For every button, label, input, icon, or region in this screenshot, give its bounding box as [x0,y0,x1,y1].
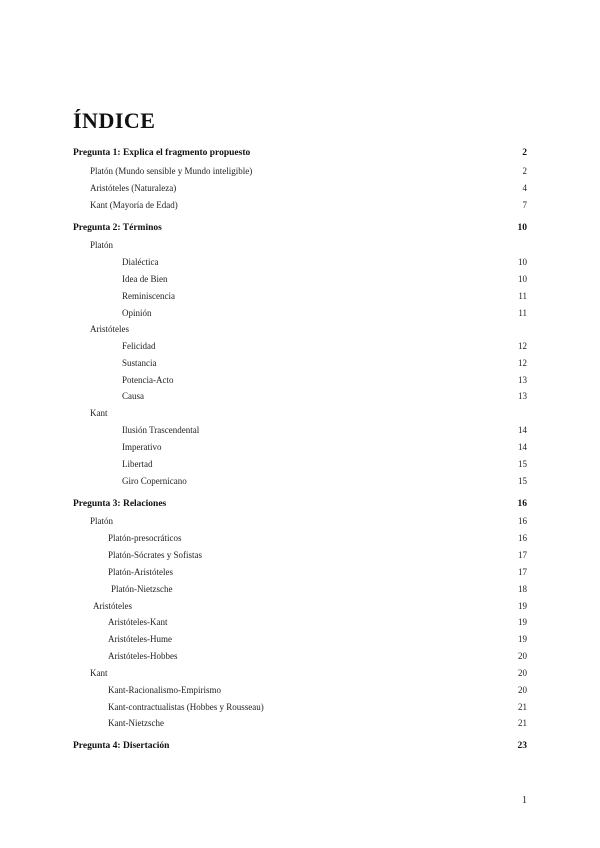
toc-entry-label: Dialéctica [122,257,159,267]
toc-entry[interactable] [0,198,600,212]
toc-entry-label: Aristóteles-Hobbes [108,651,178,661]
toc-entry-label: Opinión [122,308,152,318]
toc-entry[interactable] [0,356,600,370]
toc-entry-page: 4 [522,183,527,193]
toc-entry-label: Giro Copernicano [122,476,187,486]
toc-entry-label: Reminiscencia [122,291,175,301]
toc-entry-label: Pregunta 3: Relaciones [73,499,167,509]
toc-entry-page: 15 [518,476,527,486]
toc-entry-page: 23 [517,741,527,751]
toc-entry-page: 21 [518,702,527,712]
toc-entry-label: Pregunta 1: Explica el fragmento propuesto [73,148,251,158]
toc-entry[interactable] [0,181,600,195]
toc-entry[interactable] [0,373,600,387]
toc-entry-label: Potencia-Acto [122,375,174,385]
toc-entry[interactable] [0,514,600,528]
toc-entry[interactable] [0,389,600,403]
toc-entry-label: Imperativo [122,442,162,452]
toc-entry-page: 17 [518,567,527,577]
toc-entry[interactable] [0,531,600,545]
toc-entry-page: 14 [518,442,527,452]
toc-entry-page: 13 [518,391,527,401]
toc-entry-label: Kant-Racionalismo-Empirismo [108,685,221,695]
toc-entry[interactable] [0,474,600,488]
toc-entry-page: 18 [518,584,527,594]
toc-entry-page: 19 [518,634,527,644]
toc-entry[interactable] [0,649,600,663]
toc-entry-page: 12 [518,358,527,368]
toc-entry[interactable] [0,255,600,269]
toc-entry[interactable] [0,615,600,629]
toc-entry-label: Aristóteles [93,601,132,611]
toc-entry[interactable] [0,700,600,714]
toc-entry-label: Aristóteles (Naturaleza) [90,183,177,193]
toc-entry-label: Sustancia [122,358,157,368]
toc-entry-page: 16 [518,533,527,543]
toc-entry[interactable] [0,666,600,680]
toc-entry-label: Kant (Mayoría de Edad) [90,200,178,210]
toc-section[interactable] [0,497,600,511]
toc-entry-page: 10 [517,223,527,233]
toc-entry-page: 20 [518,668,527,678]
toc-entry-label: Platón-Aristóteles [108,567,173,577]
toc-entry-label: Kant [90,408,108,418]
toc-entry-label: Felicidad [122,341,156,351]
toc-entry[interactable] [0,238,600,252]
toc-entry[interactable] [0,423,600,437]
toc-entry-page: 17 [518,550,527,560]
toc-entry[interactable] [0,272,600,286]
toc-entry[interactable] [0,632,600,646]
toc-entry-page: 19 [518,617,527,627]
toc-entry-label: Kant-Nietzsche [108,718,164,728]
toc-entry-page: 15 [518,459,527,469]
toc-entry[interactable] [0,599,600,613]
toc-entry-label: Aristóteles-Hume [108,634,172,644]
toc-entry-page: 11 [518,308,527,318]
page-number: 1 [522,795,527,806]
toc-entry[interactable] [0,683,600,697]
toc-entry-page: 12 [518,341,527,351]
toc-entry-page: 7 [522,200,527,210]
toc-entry[interactable] [0,289,600,303]
toc-entry[interactable] [0,565,600,579]
toc-entry-label: Kant-contractualistas (Hobbes y Rousseau) [108,702,264,712]
toc-entry[interactable] [0,548,600,562]
toc-entry-label: Platón-presocráticos [108,533,182,543]
toc-entry[interactable] [0,457,600,471]
toc-entry[interactable] [0,582,600,596]
toc-entry[interactable] [0,716,600,730]
toc-entry[interactable] [0,322,600,336]
toc-entry-label: Platón-Sócrates y Sofistas [108,550,202,560]
toc-entry-label: Kant [90,668,108,678]
toc-entry[interactable] [0,440,600,454]
toc-entry[interactable] [0,406,600,420]
toc-section[interactable] [0,221,600,235]
toc-entry-label: Idea de Bien [122,274,168,284]
toc-entry-page: 20 [518,685,527,695]
toc-entry-label: Platón-Nietzsche [111,584,173,594]
toc-entry-label: Libertad [122,459,153,469]
toc-section[interactable] [0,146,600,160]
toc-entry-page: 10 [518,274,527,284]
toc-entry-page: 14 [518,425,527,435]
toc-entry-label: Platón [90,240,114,250]
toc-entry-label: Pregunta 4: Disertación [73,741,170,751]
page-title: ÍNDICE [73,108,156,133]
toc-entry[interactable] [0,306,600,320]
toc-entry-label: Aristóteles [90,324,129,334]
toc-entry-page: 16 [517,499,527,509]
toc-entry-label: Ilusión Trascendental [122,425,200,435]
toc-entry-label: Platón [90,516,114,526]
toc-entry-page: 11 [518,291,527,301]
toc-entry-page: 10 [518,257,527,267]
toc-entry-page: 2 [522,148,527,158]
toc-entry-page: 19 [518,601,527,611]
toc-entry-label: Aristóteles-Kant [108,617,168,627]
toc-entry-page: 21 [518,718,527,728]
toc-entry-label: Pregunta 2: Términos [73,223,162,233]
toc-entry-label: Causa [122,391,144,401]
toc-section[interactable] [0,739,600,753]
toc-entry[interactable] [0,164,600,178]
toc-entry-label: Platón (Mundo sensible y Mundo inteligible) [90,166,253,176]
toc-entry[interactable] [0,339,600,353]
toc-entry-page: 13 [518,375,527,385]
toc-entry-page: 2 [522,166,527,176]
toc-entry-page: 20 [518,651,527,661]
toc-entry-page: 16 [518,516,527,526]
